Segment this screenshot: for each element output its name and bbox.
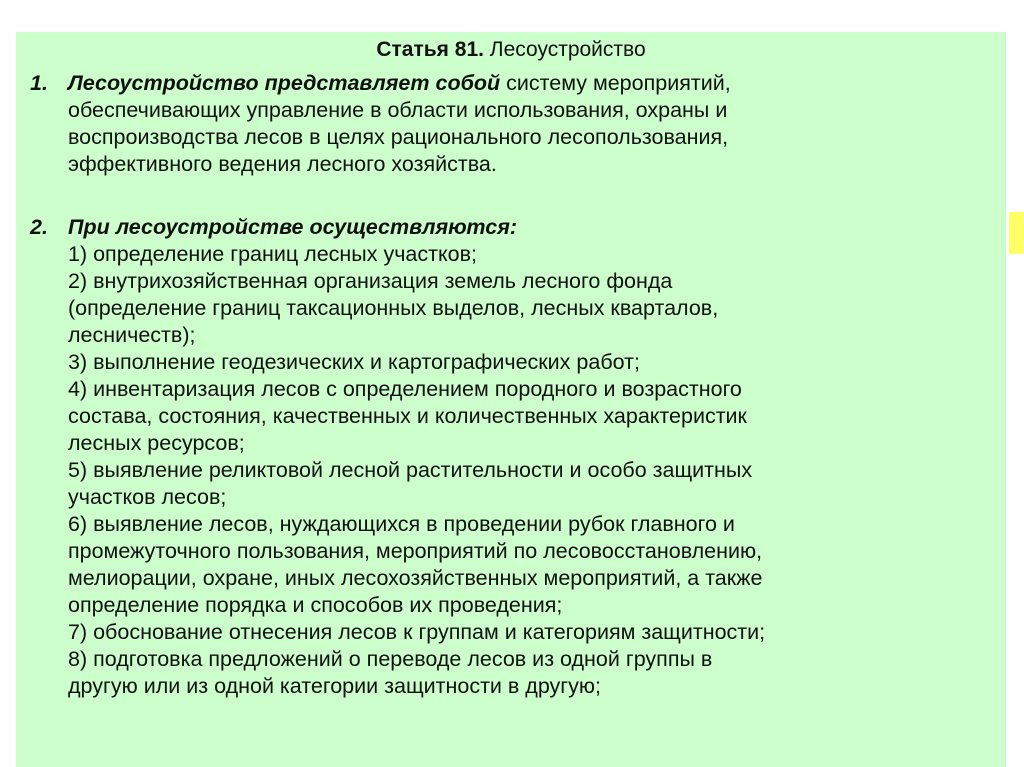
article-number: Статья 81. [376,38,484,61]
list-item: 3) выполнение геодезических и картографических работ; [68,350,640,374]
list-item: лесничеств); [68,323,196,347]
paragraph-1 [30,70,990,178]
article-title [16,38,1006,62]
list-item: 1) определение границ лесных участков; [68,242,477,266]
list-item: 5) выявление реликтовой лесной растительности и особо защитных [68,458,753,482]
paragraph-1-lead: Лесоустройство представляет собой [68,71,501,95]
paragraph-1-rest: систему мероприятий, [500,71,731,95]
list-item: состава, состояния, качественных и количественных характеристик [68,404,747,428]
paragraph-1-line: эффективного ведения лесного хозяйства. [68,152,497,176]
paragraph-1-line: воспроизводства лесов в целях рационального лесопользования, [68,125,729,149]
list-item: 8) подготовка предложений о переводе лесов из одной группы в [68,647,713,671]
list-item: 6) выявление лесов, нуждающихся в проведении рубок главного и [68,512,735,536]
slide-panel [16,32,1006,767]
list-item: лесных ресурсов; [68,431,245,455]
paragraph-2 [30,214,990,700]
list-item: (определение границ таксационных выделов, лесных кварталов, [68,296,719,320]
list-item: промежуточного пользования, мероприятий по лесовосстановлению, [68,539,763,563]
list-item: определение порядка и способов их проведения; [68,593,563,617]
list-item: 7) обоснование отнесения лесов к группам и категориям защитности; [68,620,766,644]
list-item: мелиорации, охране, иных лесохозяйственных мероприятий, а также [68,566,763,590]
decorative-tab [1009,212,1024,254]
paragraph-1-line: обеспечивающих управление в области использования, охраны и [68,98,728,122]
article-name: Лесоустройство [483,38,646,61]
paragraph-2-lead: При лесоустройстве осуществляются: [68,215,518,239]
list-item: 2) внутрихозяйственная организация земель лесного фонда [68,269,673,293]
paragraph-2-number: 2. [30,215,48,239]
list-item: другую или из одной категории защитности в другую; [68,674,601,698]
list-item: участков лесов; [68,485,227,509]
list-item: 4) инвентаризация лесов с определением породного и возрастного [68,377,742,401]
paragraph-1-number: 1. [30,71,48,95]
